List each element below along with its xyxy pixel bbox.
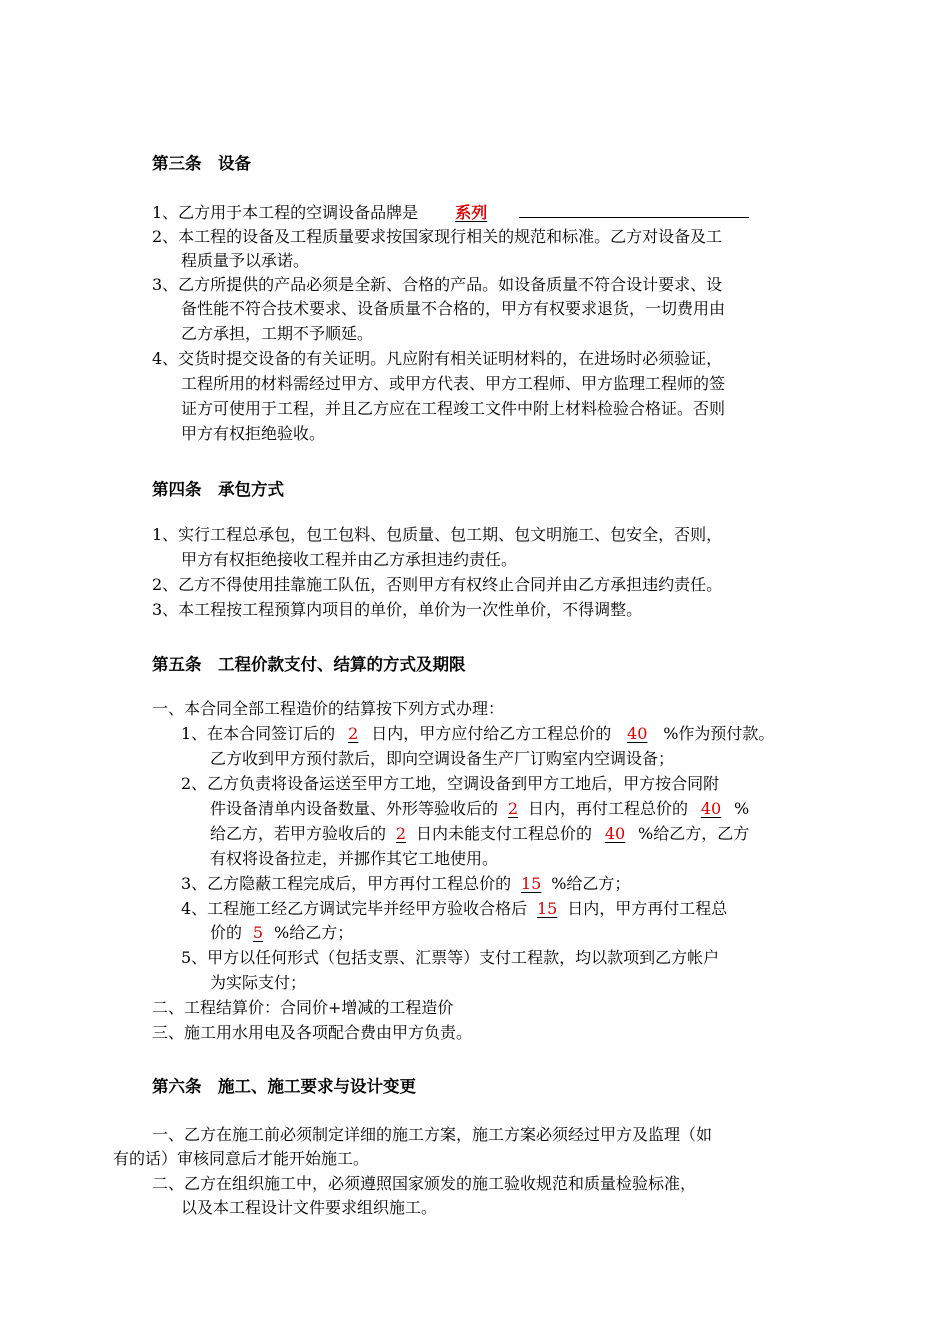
article-5-item-3 [181,873,630,895]
article-3-item-4-line-2: 工程所用的材料需经过甲方、或甲方代表、甲方工程师、甲方监理工程师的签 [181,374,726,393]
article-3-item-3-line-2: 备性能不符合技术要求、设备质量不合格的，甲方有权要求退货，一切费用由 [181,299,726,318]
item-text: % [734,799,750,818]
article-5-para-1: 一、本合同全部工程造价的结算按下列方式办理： [152,699,505,718]
article-5-para-3: 三、施工用水用电及各项配合费由甲方负责。 [152,1023,473,1042]
article-3-item-1 [152,200,749,224]
article-5-item-1-line-2: 乙方收到甲方预付款后，即向空调设备生产厂订购室内空调设备； [210,749,675,768]
article-5-item-2-line-2 [210,798,749,820]
days-blank: 2 [348,724,359,743]
percent-blank: 40 [627,724,648,743]
article-4-heading: 第四条 承包方式 [152,480,284,499]
article-5-item-2-line-3 [210,823,749,845]
brand-blank: 系列 [455,203,488,222]
percent-blank: 15 [521,874,542,893]
item-text: %给乙方，乙方 [638,824,750,843]
article-4-item-3: 3、本工程按工程预算内项目的单价，单价为一次性单价，不得调整。 [152,600,643,619]
article-3-item-3-line-3: 乙方承担，工期不予顺延。 [181,324,374,343]
article-3-item-2-line-1: 2、本工程的设备及工程质量要求按国家现行相关的规范和标准。乙方对设备及工 [152,227,723,246]
article-3-item-4-line-4: 甲方有权拒绝验收。 [181,424,326,443]
article-5-item-5-line-1: 5、甲方以任何形式（包括支票、汇票等）支付工程款，均以款项到乙方帐户 [181,948,720,967]
article-5-item-2-line-1: 2、乙方负责将设备运送至甲方工地，空调设备到甲方工地后，甲方按合同附 [181,774,720,793]
item-text: 日内，甲方再付工程总 [567,899,728,918]
days-blank: 2 [507,799,519,818]
article-4-item-1-line-1: 1、实行工程总承包，包工包料、包质量、包工期、包文明施工、包安全，否则， [152,525,723,544]
article-5-item-5-line-2: 为实际支付； [210,973,307,992]
days-blank: 2 [395,824,407,843]
article-5-item-4-line-1 [181,898,727,920]
article-5-item-2-line-4: 有权将设备拉走，并挪作其它工地使用。 [210,849,499,868]
item-text: 价的 [210,923,243,942]
percent-blank: 40 [700,799,722,818]
item-text: 3、乙方隐蔽工程完成后，甲方再付工程总价的 [181,874,512,893]
article-5-item-4-line-2 [210,922,353,944]
brand-underline [519,200,749,218]
percent-blank: 40 [604,824,626,843]
item-text: %作为预付款。 [663,724,775,743]
article-5-para-2: 二、工程结算价：合同价+增减的工程造价 [152,998,454,1017]
item-text: %给乙方； [551,874,631,893]
days-blank: 15 [537,899,558,918]
article-3-item-3-line-1: 3、乙方所提供的产品必须是全新、合格的产品。如设备质量不符合设计要求、设 [152,275,723,294]
item-text: 日内未能支付工程总价的 [416,824,593,843]
item-text: 件设备清单内设备数量、外形等验收后的 [210,799,499,818]
article-4-item-1-line-2: 甲方有权拒绝接收工程并由乙方承担违约责任。 [181,550,518,569]
article-5-heading: 第五条 工程价款支付、结算的方式及期限 [152,655,466,674]
article-3-item-4-line-3: 证方可使用于工程，并且乙方应在工程竣工文件中附上材料检验合格证。否则 [181,399,726,418]
article-3-item-4-line-1: 4、交货时提交设备的有关证明。凡应附有相关证明材料的，在进场时必须验证， [152,349,723,368]
article-5-item-1-line-1 [181,723,774,745]
article-3-heading: 第三条 设备 [152,154,251,173]
article-6-para-2-line-1: 二、乙方在组织施工中，必须遵照国家颁发的施工验收规范和质量检验标准， [152,1174,697,1193]
item-text: 1、乙方用于本工程的空调设备品牌是 [152,203,419,222]
item-text: 4、工程施工经乙方调试完毕并经甲方验收合格后 [181,899,528,918]
item-text: %给乙方； [274,923,354,942]
article-4-item-2: 2、乙方不得使用挂靠施工队伍，否则甲方有权终止合同并由乙方承担违约责任。 [152,575,723,594]
percent-blank: 5 [252,923,264,942]
item-text: 日内，甲方应付给乙方工程总价的 [371,724,612,743]
article-3-item-2-line-2: 程质量予以承诺。 [181,251,310,270]
article-6-heading: 第六条 施工、施工要求与设计变更 [152,1077,416,1096]
item-text: 1、在本合同签订后的 [181,724,336,743]
item-text: 日内，再付工程总价的 [528,799,689,818]
article-6-para-2-line-2: 以及本工程设计文件要求组织施工。 [181,1198,438,1217]
item-text: 给乙方，若甲方验收后的 [210,824,387,843]
article-6-para-1-line-2: 有的话）审核同意后才能开始施工。 [113,1149,370,1168]
article-6-para-1-line-1: 一、乙方在施工前必须制定详细的施工方案，施工方案必须经过甲方及监理（如 [152,1125,713,1144]
